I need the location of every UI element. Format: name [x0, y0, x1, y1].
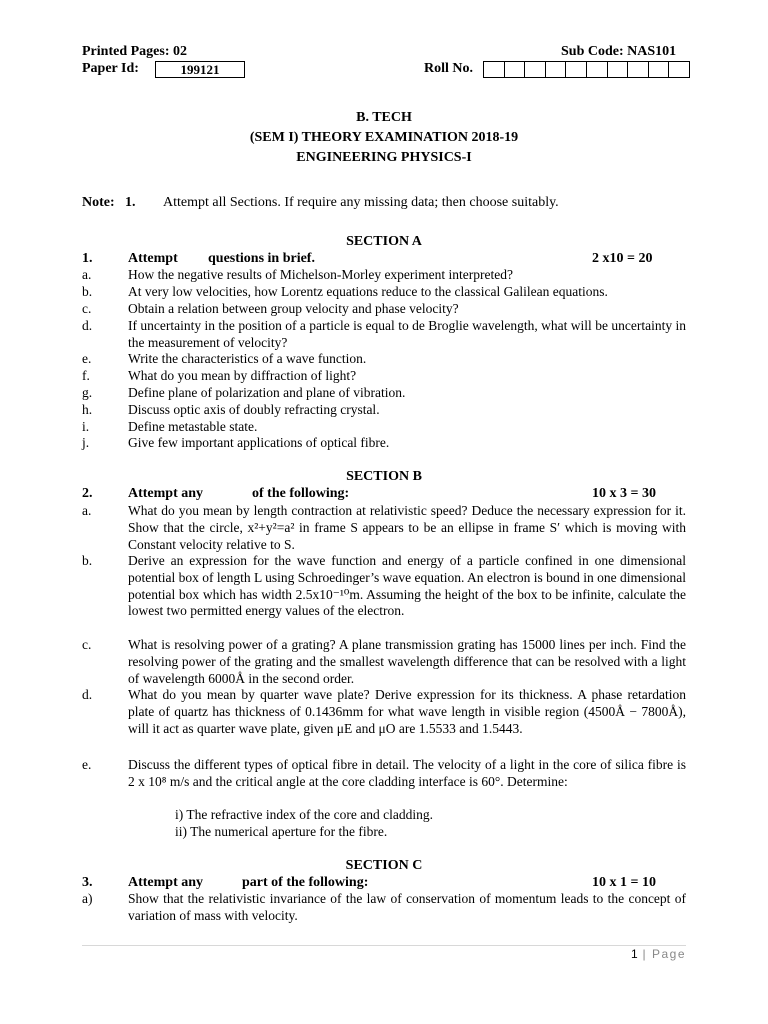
item-text: What do you mean by quarter wave plate? Derive expression for its thickness. A phase retardation plate of quartz has thickness of 0.1436mm for what wave length in visible region (4500Å − 7800Å), will it act as quarter wave plate, given μE and μO are 1.5533 and 1.5443.: [128, 687, 686, 736]
roll-cell[interactable]: [607, 61, 629, 78]
item-text: Discuss optic axis of doubly refracting crystal.: [128, 402, 380, 417]
section-b-title: SECTION B: [346, 469, 422, 484]
note-num: 1.: [125, 195, 136, 210]
item-label: e.: [82, 757, 92, 772]
item-label: g.: [82, 385, 93, 400]
footer-divider: [82, 945, 686, 946]
section-a-qtext: Attempt: [128, 251, 178, 266]
item-label: f.: [82, 368, 90, 383]
page-number: 1: [630, 947, 638, 961]
section-a-qtext2: questions in brief.: [208, 251, 315, 266]
item-text: How the negative results of Michelson-Morley experiment interpreted?: [128, 267, 514, 282]
page-separator: |: [637, 947, 652, 961]
item-text: Derive an expression for the wave function and energy of a particle confined in one dimensional potential box of length L using Schroedinger’s wave equation. An electron is bound in one dimensional potential box which has width 2.5x10⁻¹⁰m. Assuming the height of the box to be infinite, calculate the lowest two permitted energy values of the electron.: [128, 553, 686, 619]
item-label: c.: [82, 637, 92, 652]
item-text: Write the characteristics of a wave function.: [128, 351, 367, 366]
roll-cell[interactable]: [524, 61, 546, 78]
item-label: h.: [82, 402, 93, 417]
sub-item: ii) The numerical aperture for the fibre.: [175, 824, 388, 839]
item-text: What is resolving power of a grating? A plane transmission grating has 15000 lines per inch. Find the resolving power of the grating and the smallest wavelength difference that can be resolved with a light of wavelength 6000Å in the second order.: [128, 637, 686, 686]
roll-no-label: Roll No.: [424, 61, 473, 76]
section-b-qtext: Attempt any: [128, 486, 204, 501]
section-c-title: SECTION C: [345, 858, 423, 873]
paper-id-label: Paper Id:: [82, 61, 139, 76]
roll-cell[interactable]: [483, 61, 505, 78]
item-label: a): [82, 891, 93, 906]
item-label: a.: [82, 503, 92, 518]
note-label: Note:: [82, 195, 115, 210]
item-text: What do you mean by length contraction at relativistic speed? Deduce the necessary expression for it. Show that the circle, x²+y²=a² in frame S appears to be an ellipse in frame S′ which is moving with Constant velocity relative to S.: [128, 503, 686, 552]
item-text: Obtain a relation between group velocity and phase velocity?: [128, 301, 459, 316]
section-a-marks: 2 x10 = 20: [592, 251, 653, 266]
item-text: Give few important applications of optical fibre.: [128, 435, 390, 450]
section-a-qnum: 1.: [82, 251, 93, 266]
section-b-qtext2: of the following:: [252, 486, 350, 501]
item-text: Discuss the different types of optical fibre in detail. The velocity of a light in the core of silica fibre is 2 x 10⁸ m/s and the critical angle at the core cladding interface is 60°. Determine:: [128, 757, 686, 789]
item-text: Define plane of polarization and plane of vibration.: [128, 385, 406, 400]
item-label: d.: [82, 687, 93, 702]
section-b-marks: 10 x 3 = 30: [592, 486, 656, 501]
item-label: b.: [82, 284, 93, 299]
item-text: Define metastable state.: [128, 419, 258, 434]
item-label: b.: [82, 553, 93, 568]
exam-title: (SEM I) THEORY EXAMINATION 2018-19: [249, 130, 519, 145]
item-text: At very low velocities, how Lorentz equations reduce to the classical Galilean equations.: [128, 284, 608, 299]
roll-cell[interactable]: [627, 61, 649, 78]
roll-cell[interactable]: [545, 61, 567, 78]
section-a-title: SECTION A: [346, 234, 422, 249]
roll-cell[interactable]: [586, 61, 608, 78]
subject-title: ENGINEERING PHYSICS-I: [296, 150, 472, 165]
roll-cell[interactable]: [565, 61, 587, 78]
page-word: Page: [651, 947, 686, 961]
course-title: B. TECH: [356, 110, 412, 125]
section-c-qtext: Attempt any: [128, 875, 204, 890]
roll-cell[interactable]: [504, 61, 526, 78]
item-text: Show that the relativistic invariance of the law of conservation of momentum leads to the concept of variation of mass with velocity.: [128, 891, 686, 923]
page-footer: [631, 947, 686, 961]
note-text: Attempt all Sections. If require any missing data; then choose suitably.: [163, 195, 559, 210]
section-c-qtext2: part of the following:: [242, 875, 369, 890]
item-label: a.: [82, 267, 92, 282]
item-label: j.: [82, 435, 90, 450]
printed-pages: Printed Pages: 02: [82, 44, 187, 59]
roll-no-grid[interactable]: [484, 61, 690, 78]
section-c-marks: 10 x 1 = 10: [592, 875, 656, 890]
item-label: e.: [82, 351, 92, 366]
section-c-qnum: 3.: [82, 875, 93, 890]
item-label: i.: [82, 419, 90, 434]
item-text: If uncertainty in the position of a particle is equal to de Broglie wavelength, what will be uncertainty in the measurement of velocity?: [128, 318, 686, 350]
item-label: c.: [82, 301, 92, 316]
roll-cell[interactable]: [648, 61, 670, 78]
paper-id-box: 199121: [155, 61, 245, 78]
sub-item: i) The refractive index of the core and cladding.: [175, 807, 434, 822]
item-text: What do you mean by diffraction of light?: [128, 368, 357, 383]
sub-code: Sub Code: NAS101: [561, 44, 677, 59]
roll-cell[interactable]: [668, 61, 690, 78]
item-label: d.: [82, 318, 93, 333]
section-b-qnum: 2.: [82, 486, 93, 501]
